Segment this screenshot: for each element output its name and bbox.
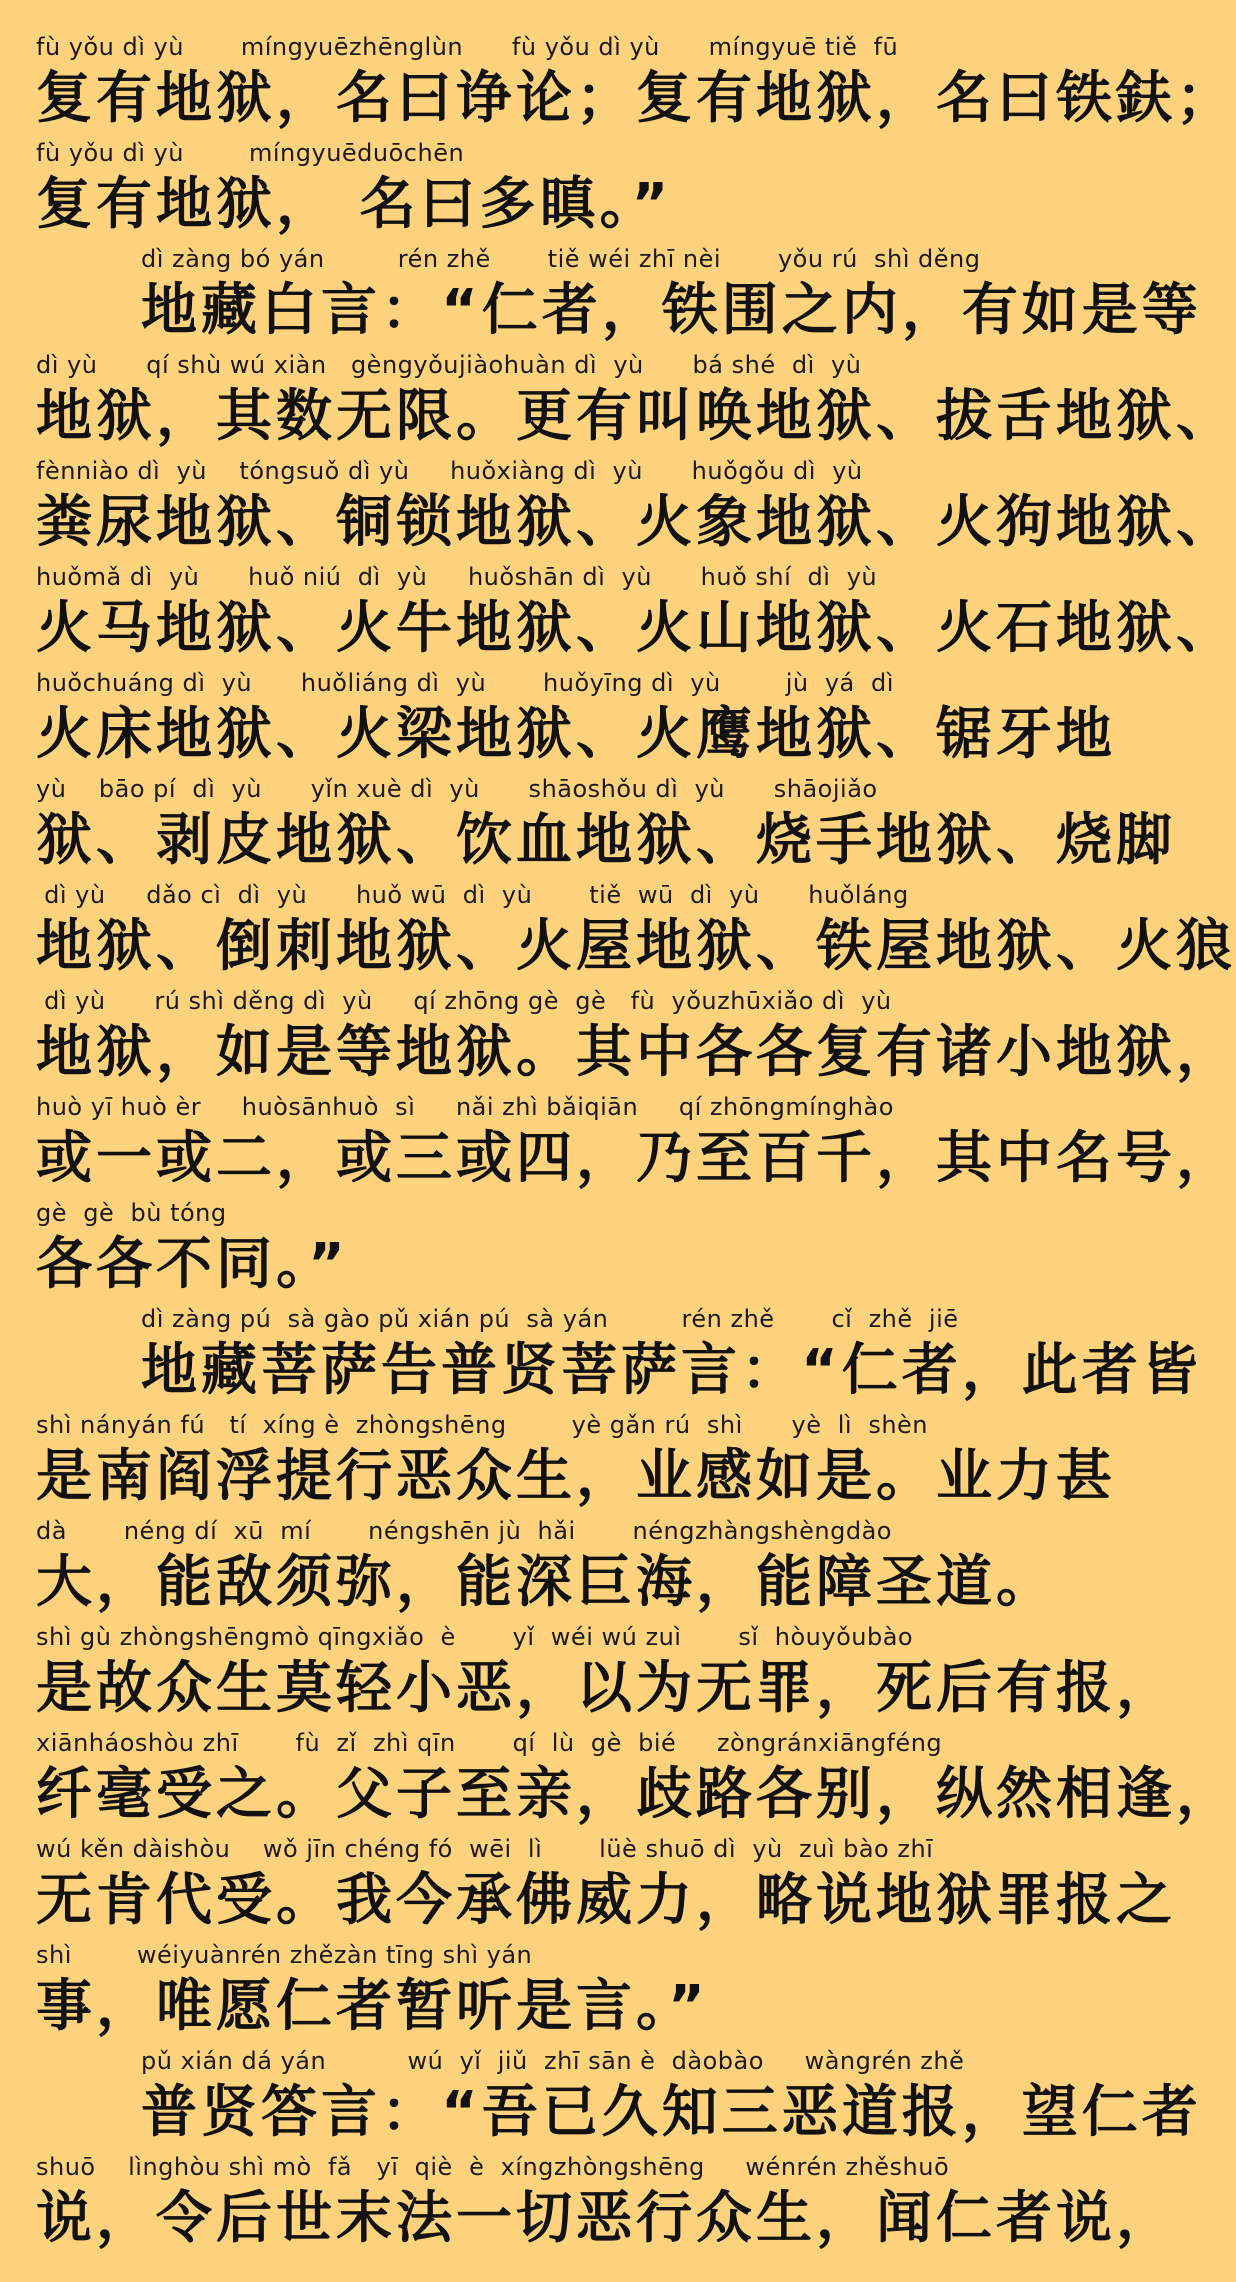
text-line <box>36 1408 1116 1514</box>
pinyin-annotation: shì wéiyuànrén zhězàn tīng shì yán <box>36 1941 533 1969</box>
text-line <box>36 242 1202 348</box>
chinese-text: 说，令后世末法一切恶行众生，闻仁者说， <box>36 2186 1176 2251</box>
chinese-text: 是故众生莫轻小恶，以为无罪，死后有报， <box>36 1656 1176 1721</box>
chinese-text: 事，唯愿仁者暂听是言。” <box>36 1974 709 2039</box>
text-line <box>36 348 1236 454</box>
chinese-text: 狱、剥皮地狱、饮血地狱、烧手地狱、烧脚 <box>36 808 1176 873</box>
pinyin-annotation: dì yù qí shù wú xiàn gèngyǒujiàohuàn dì yù bá shé dì yù <box>36 351 862 379</box>
text-line <box>36 1938 1044 2044</box>
pinyin-annotation: dì zàng bó yán rén zhě tiě wéi zhī nèi yǒu rú shì děng <box>141 245 981 273</box>
pinyin-annotation: huǒmǎ dì yù huǒ niú dì yù huǒshān dì yù huǒ shí dì yù <box>36 563 878 591</box>
pinyin-annotation: dì yù rú shì děng dì yù qí zhōng gè gè fù yǒuzhūxiǎo dì yù <box>36 987 892 1015</box>
text-line <box>36 772 1176 878</box>
text-line <box>36 984 1236 1090</box>
chinese-text: 火马地狱、火牛地狱、火山地狱、火石地狱、 <box>36 596 1236 661</box>
pinyin-annotation: fù yǒu dì yù míngyuēduōchēn <box>36 139 465 167</box>
pinyin-annotation: dì yù dǎo cì dì yù huǒ wū dì yù tiě wū dì yù huǒláng <box>36 881 909 909</box>
pinyin-annotation: fù yǒu dì yù míngyuēzhēnglùn fù yǒu dì yù míngyuē tiě fū <box>36 33 899 61</box>
text-line <box>36 1302 1202 1408</box>
chinese-text: 无肯代受。我今承佛威力，略说地狱罪报之 <box>36 1868 1176 1933</box>
pinyin-annotation: fènniào dì yù tóngsuǒ dì yù huǒxiàng dì yù huǒgǒu dì yù <box>36 457 863 485</box>
pinyin-annotation: wú kěn dàishòu wǒ jīn chéng fó wēi lì lüè shuō dì yù zuì bào zhī <box>36 1835 934 1863</box>
text-line <box>36 1090 1236 1196</box>
text-line <box>36 1620 1176 1726</box>
pinyin-annotation: pǔ xián dá yán wú yǐ jiǔ zhī sān è dàobào wàngrén zhě <box>141 2047 965 2075</box>
pinyin-annotation: shuō lìnghòu shì mò fǎ yī qiè è xíngzhòngshēng wénrén zhěshuō <box>36 2153 950 2181</box>
pinyin-annotation: xiānháoshòu zhī fù zǐ zhì qīn qí lù gè bié zòngránxiāngféng <box>36 1729 943 1757</box>
text-line <box>36 1726 1236 1832</box>
chinese-text: 纤毫受之。父子至亲，歧路各别，纵然相逢， <box>36 1762 1236 1827</box>
pinyin-annotation: huò yī huò èr huòsānhuò sì nǎi zhì bǎiqiān qí zhōngmínghào <box>36 1093 894 1121</box>
text-line <box>36 454 1236 560</box>
chinese-text: 或一或二，或三或四，乃至百千，其中名号， <box>36 1126 1236 1191</box>
pinyin-annotation: huǒchuáng dì yù huǒliáng dì yù huǒyīng dì yù jù yá dì <box>36 669 894 697</box>
pinyin-annotation: dà néng dí xū mí néngshēn jù hǎi néngzhàngshèngdào <box>36 1517 892 1545</box>
pinyin-annotation: dì zàng pú sà gào pǔ xián pú sà yán rén zhě cǐ zhě jiē <box>141 1305 959 1333</box>
pinyin-annotation: shì gù zhòngshēngmò qīngxiǎo è yǐ wéi wú zuì sǐ hòuyǒubào <box>36 1623 914 1651</box>
text-line <box>36 2150 1176 2256</box>
text-line <box>36 1514 1056 1620</box>
chinese-text: 地藏白言：“仁者，铁围之内，有如是等 <box>141 278 1202 343</box>
chinese-text: 大，能敌须弥，能深巨海，能障圣道。 <box>36 1550 1056 1615</box>
pinyin-annotation: gè gè bù tóng <box>36 1199 227 1227</box>
text-line <box>36 136 1044 242</box>
text-line <box>36 1196 1044 1302</box>
pinyin-annotation: shì nányán fú tí xíng è zhòngshēng yè gǎn rú shì yè lì shèn <box>36 1411 929 1439</box>
chinese-text: 地藏菩萨告普贤菩萨言：“仁者，此者皆 <box>141 1338 1202 1403</box>
text-line <box>36 560 1236 666</box>
chinese-text: 地狱，如是等地狱。其中各各复有诸小地狱， <box>36 1020 1236 1085</box>
text-line <box>36 666 1116 772</box>
chinese-text: 各各不同。” <box>36 1232 349 1297</box>
text-line <box>36 2044 1202 2150</box>
text-line <box>36 1832 1176 1938</box>
pinyin-annotation: yù bāo pí dì yù yǐn xuè dì yù shāoshǒu dì yù shāojiǎo <box>36 775 878 803</box>
text-line <box>36 30 1236 136</box>
chinese-text: 粪尿地狱、铜锁地狱、火象地狱、火狗地狱、 <box>36 490 1236 555</box>
chinese-text: 是南阎浮提行恶众生，业感如是。业力甚 <box>36 1444 1116 1509</box>
chinese-text: 火床地狱、火梁地狱、火鹰地狱、锯牙地 <box>36 702 1116 767</box>
text-line <box>36 878 1236 984</box>
chinese-text: 复有地狱， 名曰多瞋。” <box>36 172 673 237</box>
chinese-text: 地狱、倒刺地狱、火屋地狱、铁屋地狱、火狼 <box>36 914 1236 979</box>
chinese-text: 普贤答言：“吾已久知三恶道报，望仁者 <box>141 2080 1202 2145</box>
chinese-text: 复有地狱，名曰诤论；复有地狱，名曰铁鈇； <box>36 66 1236 131</box>
chinese-text: 地狱，其数无限。更有叫唤地狱、拔舌地狱、 <box>36 384 1236 449</box>
